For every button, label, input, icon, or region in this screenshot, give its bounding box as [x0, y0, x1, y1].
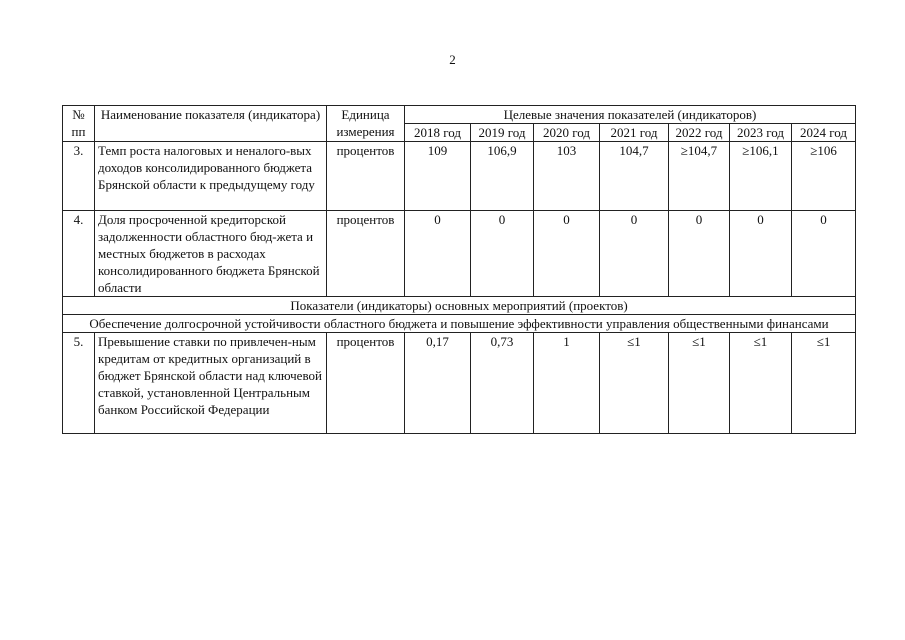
value-cell: 0	[405, 211, 471, 297]
value-cell: 0	[730, 211, 792, 297]
value-cell: ≥106,1	[730, 142, 792, 211]
value-cell: 106,9	[471, 142, 534, 211]
header-targets: Целевые значения показателей (индикаторов)	[405, 106, 856, 124]
header-year: 2020 год	[534, 124, 600, 142]
subsection-row	[63, 315, 856, 333]
value-cell: 0	[600, 211, 669, 297]
value-cell: 104,7	[600, 142, 669, 211]
table-row	[63, 211, 856, 297]
header-year: 2022 год	[669, 124, 730, 142]
page-number: 2	[449, 52, 456, 67]
header-unit: Единица измерения	[327, 106, 405, 142]
indicator-name: Превышение ставки по привлечен-ным кредитам от кредитных организаций в бюджет Брянской области над ключевой ставкой, установленной Центральным банком Российской Федерации	[95, 333, 327, 434]
value-cell: 103	[534, 142, 600, 211]
value-cell: 109	[405, 142, 471, 211]
header-row-top	[63, 106, 856, 124]
header-no: № пп	[63, 106, 95, 142]
value-cell: ≤1	[730, 333, 792, 434]
header-year: 2018 год	[405, 124, 471, 142]
table-row	[63, 333, 856, 434]
value-cell: ≥106	[792, 142, 856, 211]
value-cell: 0	[534, 211, 600, 297]
value-cell: ≤1	[600, 333, 669, 434]
subsection-title: Обеспечение долгосрочной устойчивости областного бюджета и повышение эффективности управления общественными финансами	[63, 315, 856, 333]
row-number: 3.	[63, 142, 95, 211]
unit-cell: процентов	[327, 333, 405, 434]
value-cell: 0	[669, 211, 730, 297]
value-cell: 1	[534, 333, 600, 434]
header-name: Наименование показателя (индикатора)	[95, 106, 327, 142]
header-year: 2023 год	[730, 124, 792, 142]
value-cell: 0	[792, 211, 856, 297]
value-cell: ≤1	[669, 333, 730, 434]
row-number: 4.	[63, 211, 95, 297]
unit-cell: процентов	[327, 211, 405, 297]
unit-cell: процентов	[327, 142, 405, 211]
header-year: 2024 год	[792, 124, 856, 142]
indicator-name: Темп роста налоговых и неналого-вых доходов консолидированного бюджета Брянской области к предыдущему году	[95, 142, 327, 211]
indicator-name: Доля просроченной кредиторской задолженности областного бюд-жета и местных бюджетов в расходах консолидированного бюджета Брянской области	[95, 211, 327, 297]
header-year: 2021 год	[600, 124, 669, 142]
table-row	[63, 142, 856, 211]
indicators-table	[62, 105, 856, 434]
row-number: 5.	[63, 333, 95, 434]
header-year: 2019 год	[471, 124, 534, 142]
value-cell: ≤1	[792, 333, 856, 434]
value-cell: ≥104,7	[669, 142, 730, 211]
value-cell: 0	[471, 211, 534, 297]
section-row	[63, 297, 856, 315]
value-cell: 0,17	[405, 333, 471, 434]
value-cell: 0,73	[471, 333, 534, 434]
section-title: Показатели (индикаторы) основных мероприятий (проектов)	[63, 297, 856, 315]
